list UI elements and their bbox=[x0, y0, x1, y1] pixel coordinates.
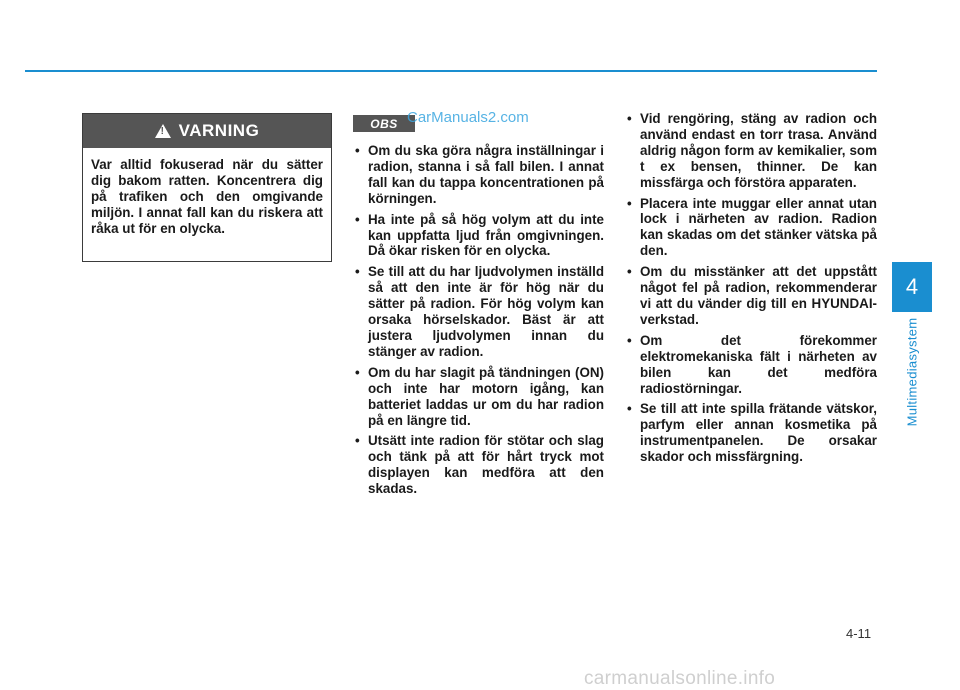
list-item: • Se till att inte spilla frätande vätskor, parfym eller annan kosmetika på instrumentpanelen. De orsakar skador och missfärgning. bbox=[627, 401, 877, 465]
top-rule bbox=[25, 70, 877, 72]
list-item: • Om du ska göra några inställningar i radion, stanna i så fall bilen. I annat fall kan du tappa koncentrationen på körningen. bbox=[355, 143, 604, 207]
page-number: 4-11 bbox=[846, 626, 872, 641]
column-1 bbox=[355, 143, 604, 502]
list-item: • Ha inte på så hög volym att du inte kan uppfatta ljud från omgivningen. Då ökar risken för en olycka. bbox=[355, 212, 604, 260]
warning-title: VARNING bbox=[178, 121, 260, 140]
warning-header bbox=[83, 114, 331, 148]
list-item: • Om du misstänker att det uppstått något fel på radion, rekommenderar vi att du vänder dig till en HYUNDAI-verkstad. bbox=[627, 264, 877, 328]
list-item: • Vid rengöring, stäng av radion och använd endast en torr trasa. Använd aldrig någon form av kemikalier, som t ex bensen, thinner. De kan missfärga och förstöra apparaten. bbox=[627, 111, 877, 191]
column-2 bbox=[627, 111, 877, 470]
warning-box bbox=[82, 113, 332, 262]
list-item: • Placera inte muggar eller annat utan lock i närheten av radion. Radion kan skadas om det stänker vätska på den. bbox=[627, 196, 877, 260]
list-item: • Se till att du har ljudvolymen inställd så att den inte är för hög när du sätter på radion. För hög volym kan orsaka hörselskador. Bäst är att justera ljudvolymen innan du stänger av radion. bbox=[355, 264, 604, 359]
warning-triangle-icon: ! bbox=[155, 124, 171, 138]
list-item: • Utsätt inte radion för stötar och slag och tänk på att för hårt tryck mot displayen kan medföra att den skadas. bbox=[355, 433, 604, 497]
list-item: • Om du har slagit på tändningen (ON) och inte har motorn igång, kan batteriet laddas ur om du har radion på en längre tid. bbox=[355, 365, 604, 429]
watermark-top: CarManuals2.com bbox=[407, 109, 529, 126]
watermark-bottom: carmanualsonline.info bbox=[584, 668, 776, 689]
warning-text: Var alltid fokuserad när du sätter dig bakom ratten. Koncentrera dig på trafiken och den omgivande miljön. I annat fall kan du riskera att råka ut för en olycka. bbox=[91, 157, 323, 236]
chapter-tab: 4 bbox=[892, 262, 932, 312]
list-item: • Om det förekommer elektromekaniska fält i närheten av bilen kan det medföra radiostörningar. bbox=[627, 333, 877, 397]
obs-label: OBS bbox=[353, 115, 415, 132]
chapter-label: Multimediasystem bbox=[904, 317, 920, 427]
